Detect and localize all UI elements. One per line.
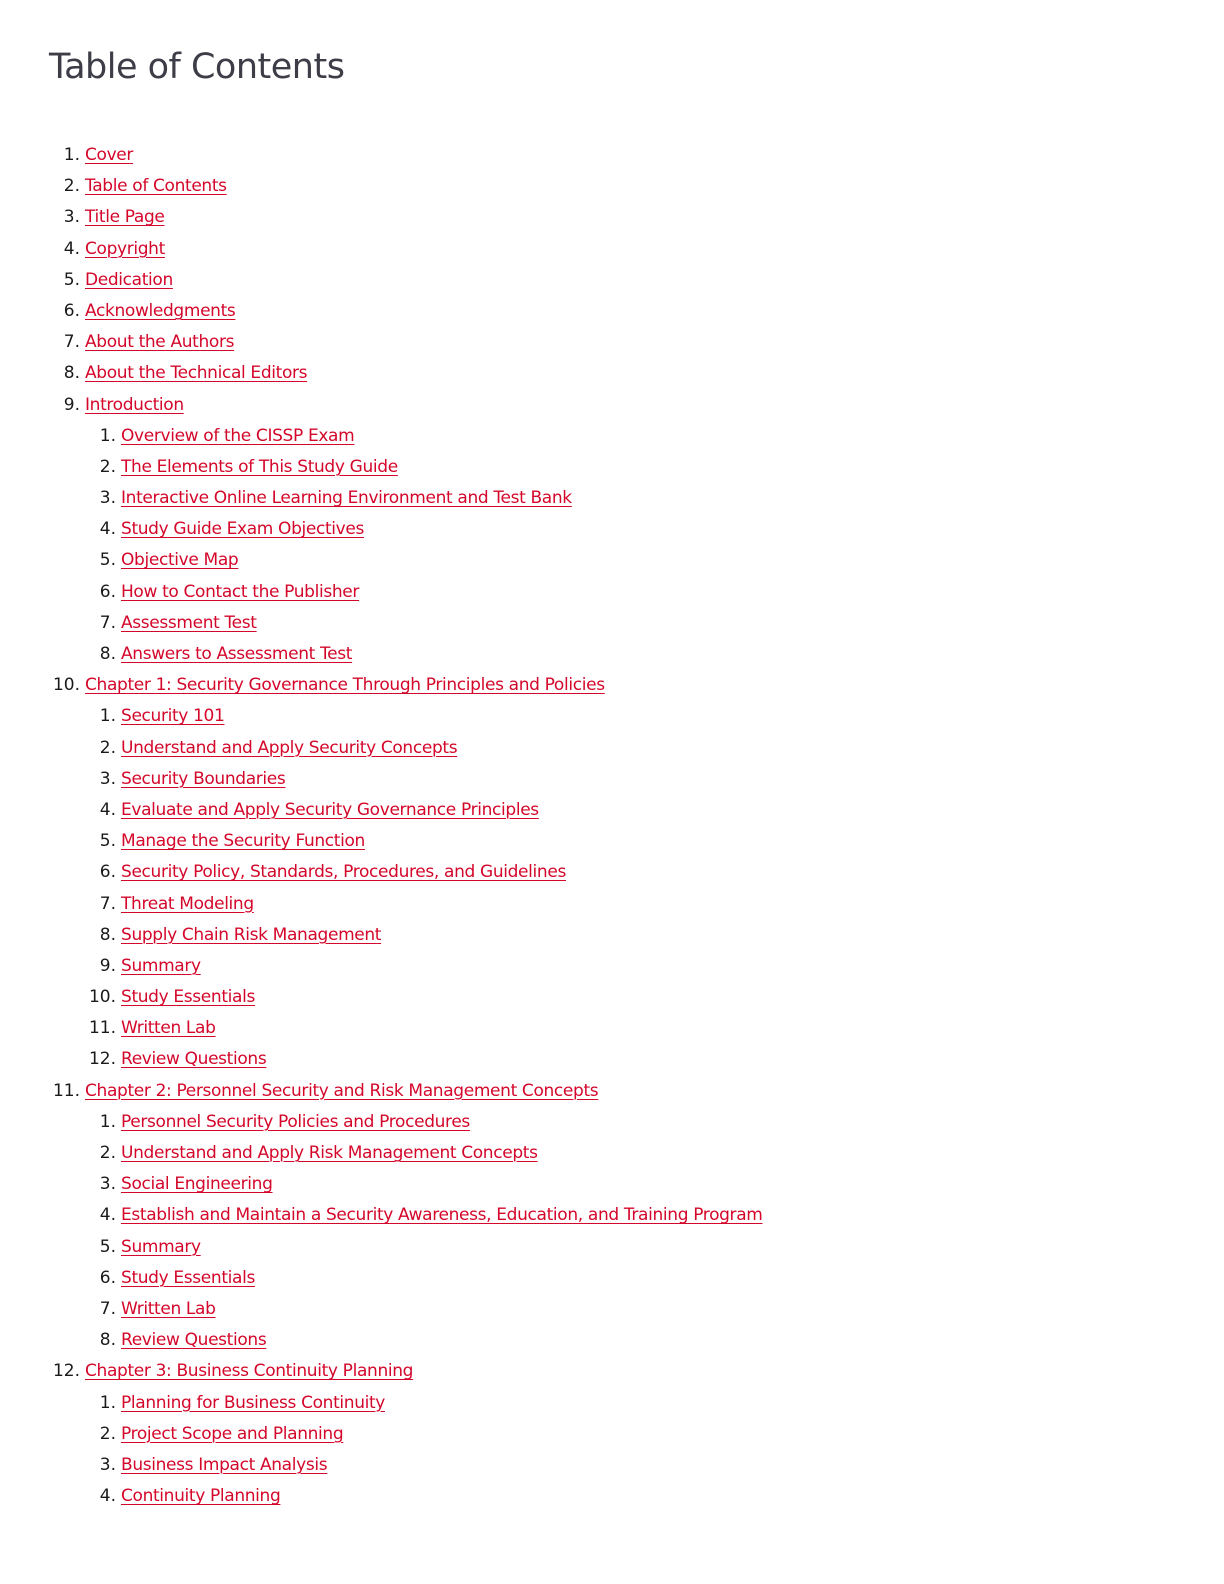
toc-link[interactable]: The Elements of This Study Guide <box>121 456 398 477</box>
toc-entry <box>0 202 1200 233</box>
toc-link[interactable]: Social Engineering <box>121 1174 273 1195</box>
toc-entry-number: 1. <box>99 1392 116 1413</box>
toc-link[interactable]: Evaluate and Apply Security Governance Principles <box>121 799 539 820</box>
toc-subentry <box>0 951 1200 982</box>
toc-subentry <box>0 857 1200 888</box>
toc-link[interactable]: Security Policy, Standards, Procedures, and Guidelines <box>121 862 566 883</box>
toc-entry-number: 7. <box>63 332 80 353</box>
toc-entry-number: 1. <box>99 425 116 446</box>
toc-link[interactable]: Summary <box>121 955 201 976</box>
toc-entry-number: 8. <box>99 924 116 945</box>
toc-entry-number: 5. <box>99 831 116 852</box>
toc-entry-number: 11. <box>88 1018 116 1039</box>
toc-link[interactable]: Establish and Maintain a Security Awareness, Education, and Training Program <box>121 1205 763 1226</box>
toc-entry-number: 2. <box>99 456 116 477</box>
toc-link[interactable]: Summary <box>121 1236 201 1257</box>
toc-entry-number: 4. <box>99 1205 116 1226</box>
toc-subentry <box>0 514 1200 545</box>
toc-entry <box>0 1076 1200 1107</box>
toc-link[interactable]: Chapter 2: Personnel Security and Risk Management Concepts <box>85 1080 599 1101</box>
toc-link[interactable]: Title Page <box>85 207 165 228</box>
toc-entry-number: 8. <box>99 1330 116 1351</box>
toc-entry-number: 7. <box>99 1298 116 1319</box>
toc-subentry <box>0 1481 1200 1512</box>
toc-subentry <box>0 1232 1200 1263</box>
toc-entry-number: 4. <box>99 799 116 820</box>
toc-link[interactable]: Security 101 <box>121 706 225 727</box>
toc-entry-number: 2. <box>99 1143 116 1163</box>
toc-entry-number: 8. <box>63 363 80 384</box>
toc-link[interactable]: Continuity Planning <box>121 1486 281 1507</box>
toc-subentry <box>0 1107 1200 1138</box>
toc-link[interactable]: Chapter 3: Business Continuity Planning <box>85 1361 414 1382</box>
toc-list <box>0 140 1200 1512</box>
toc-subentry <box>0 1450 1200 1481</box>
toc-link[interactable]: Copyright <box>85 238 165 259</box>
toc-entry <box>0 171 1200 202</box>
toc-subentry <box>0 1419 1200 1450</box>
toc-link[interactable]: Threat Modeling <box>121 893 254 914</box>
toc-subentry <box>0 421 1200 452</box>
toc-entry-number: 6. <box>99 581 116 602</box>
toc-link[interactable]: Study Guide Exam Objectives <box>121 519 365 540</box>
toc-link[interactable]: Chapter 1: Security Governance Through Principles and Policies <box>85 675 605 696</box>
toc-entry-number: 7. <box>99 893 116 914</box>
toc-entry-number: 8. <box>99 644 116 664</box>
toc-subentry <box>0 577 1200 608</box>
toc-subentry <box>0 764 1200 795</box>
toc-subentry <box>0 1169 1200 1200</box>
toc-entry-number: 10. <box>88 987 116 1008</box>
toc-entry <box>0 296 1200 327</box>
toc-subentry <box>0 639 1200 670</box>
toc-link[interactable]: Written Lab <box>121 1298 216 1319</box>
toc-link[interactable]: Personnel Security Policies and Procedures <box>121 1111 470 1132</box>
toc-entry-number: 7. <box>99 612 116 633</box>
toc-subentry <box>0 1013 1200 1044</box>
toc-link[interactable]: Answers to Assessment Test <box>121 644 353 664</box>
toc-entry-number: 1. <box>99 706 116 727</box>
toc-link[interactable]: Table of Contents <box>85 176 227 197</box>
toc-entry-number: 3. <box>63 207 80 228</box>
toc-entry-number: 4. <box>99 519 116 540</box>
toc-link[interactable]: Written Lab <box>121 1018 216 1039</box>
toc-subentry <box>0 545 1200 576</box>
toc-subentry <box>0 1263 1200 1294</box>
toc-link[interactable]: Manage the Security Function <box>121 831 365 852</box>
toc-subentry <box>0 1044 1200 1075</box>
toc-link[interactable]: Study Essentials <box>121 1267 255 1288</box>
toc-link[interactable]: About the Technical Editors <box>85 363 308 384</box>
toc-link[interactable]: Business Impact Analysis <box>121 1454 328 1475</box>
toc-entry <box>0 358 1200 389</box>
toc-entry-number: 2. <box>99 737 116 758</box>
toc-link[interactable]: Planning for Business Continuity <box>121 1392 386 1413</box>
toc-link[interactable]: Dedication <box>85 269 173 290</box>
toc-link[interactable]: Understand and Apply Risk Management Concepts <box>121 1143 538 1163</box>
toc-link[interactable]: Interactive Online Learning Environment and Test Bank <box>121 488 572 509</box>
toc-entry-number: 6. <box>99 862 116 883</box>
toc-subentry <box>0 795 1200 826</box>
toc-entry-number: 12. <box>52 1361 80 1382</box>
toc-link[interactable]: Supply Chain Risk Management <box>121 924 382 945</box>
page-title: Table of Contents <box>49 47 345 87</box>
toc-entry-number: 2. <box>99 1423 116 1444</box>
toc-link[interactable]: Review Questions <box>121 1330 267 1351</box>
toc-entry <box>0 234 1200 265</box>
toc-entry-number: 1. <box>63 145 80 165</box>
toc-subentry <box>0 452 1200 483</box>
toc-entry-number: 6. <box>63 300 80 321</box>
toc-entry <box>0 390 1200 421</box>
toc-subentry <box>0 1138 1200 1169</box>
toc-entry-number: 3. <box>99 1454 116 1475</box>
toc-entry-number: 1. <box>99 1111 116 1132</box>
toc-link[interactable]: Study Essentials <box>121 987 255 1008</box>
toc-link[interactable]: Introduction <box>85 394 184 415</box>
toc-entry <box>0 1356 1200 1387</box>
toc-entry-number: 3. <box>99 768 116 789</box>
toc-subentry <box>0 920 1200 951</box>
toc-link[interactable]: Assessment Test <box>121 612 257 633</box>
toc-subentry <box>0 826 1200 857</box>
toc-link[interactable]: Understand and Apply Security Concepts <box>121 737 458 758</box>
toc-link[interactable]: About the Authors <box>85 332 235 353</box>
toc-entry-number: 11. <box>52 1080 80 1101</box>
toc-entry <box>0 265 1200 296</box>
toc-link[interactable]: Acknowledgments <box>85 300 236 321</box>
toc-subentry <box>0 1388 1200 1419</box>
toc-entry-number: 4. <box>63 238 80 259</box>
toc-entry-number: 6. <box>99 1267 116 1288</box>
toc-subentry <box>0 608 1200 639</box>
toc-subentry <box>0 982 1200 1013</box>
toc-link[interactable]: Cover <box>85 145 134 165</box>
toc-entry-number: 5. <box>99 550 116 571</box>
toc-link[interactable]: Security Boundaries <box>121 768 286 789</box>
toc-entry <box>0 327 1200 358</box>
toc-link[interactable]: Objective Map <box>121 550 239 571</box>
toc-subentry <box>0 733 1200 764</box>
toc-entry-number: 3. <box>99 1174 116 1195</box>
toc-entry-number: 5. <box>99 1236 116 1257</box>
toc-entry-number: 5. <box>63 269 80 290</box>
toc-link[interactable]: Overview of the CISSP Exam <box>121 425 355 446</box>
toc-subentry <box>0 483 1200 514</box>
toc-entry-number: 9. <box>63 394 80 415</box>
toc-entry-number: 3. <box>99 488 116 509</box>
toc-subentry <box>0 889 1200 920</box>
toc-entry-number: 2. <box>63 176 80 197</box>
toc-link[interactable]: How to Contact the Publisher <box>121 581 360 602</box>
toc-entry-number: 10. <box>52 675 80 696</box>
toc-entry <box>0 140 1200 171</box>
toc-link[interactable]: Review Questions <box>121 1049 267 1070</box>
toc-link[interactable]: Project Scope and Planning <box>121 1423 344 1444</box>
toc-entry-number: 12. <box>88 1049 116 1070</box>
toc-entry-number: 4. <box>99 1486 116 1507</box>
toc-subentry <box>0 1325 1200 1356</box>
toc-subentry <box>0 701 1200 732</box>
toc-entry <box>0 670 1200 701</box>
toc-entry-number: 9. <box>99 955 116 976</box>
toc-subentry <box>0 1294 1200 1325</box>
toc-subentry <box>0 1200 1200 1231</box>
